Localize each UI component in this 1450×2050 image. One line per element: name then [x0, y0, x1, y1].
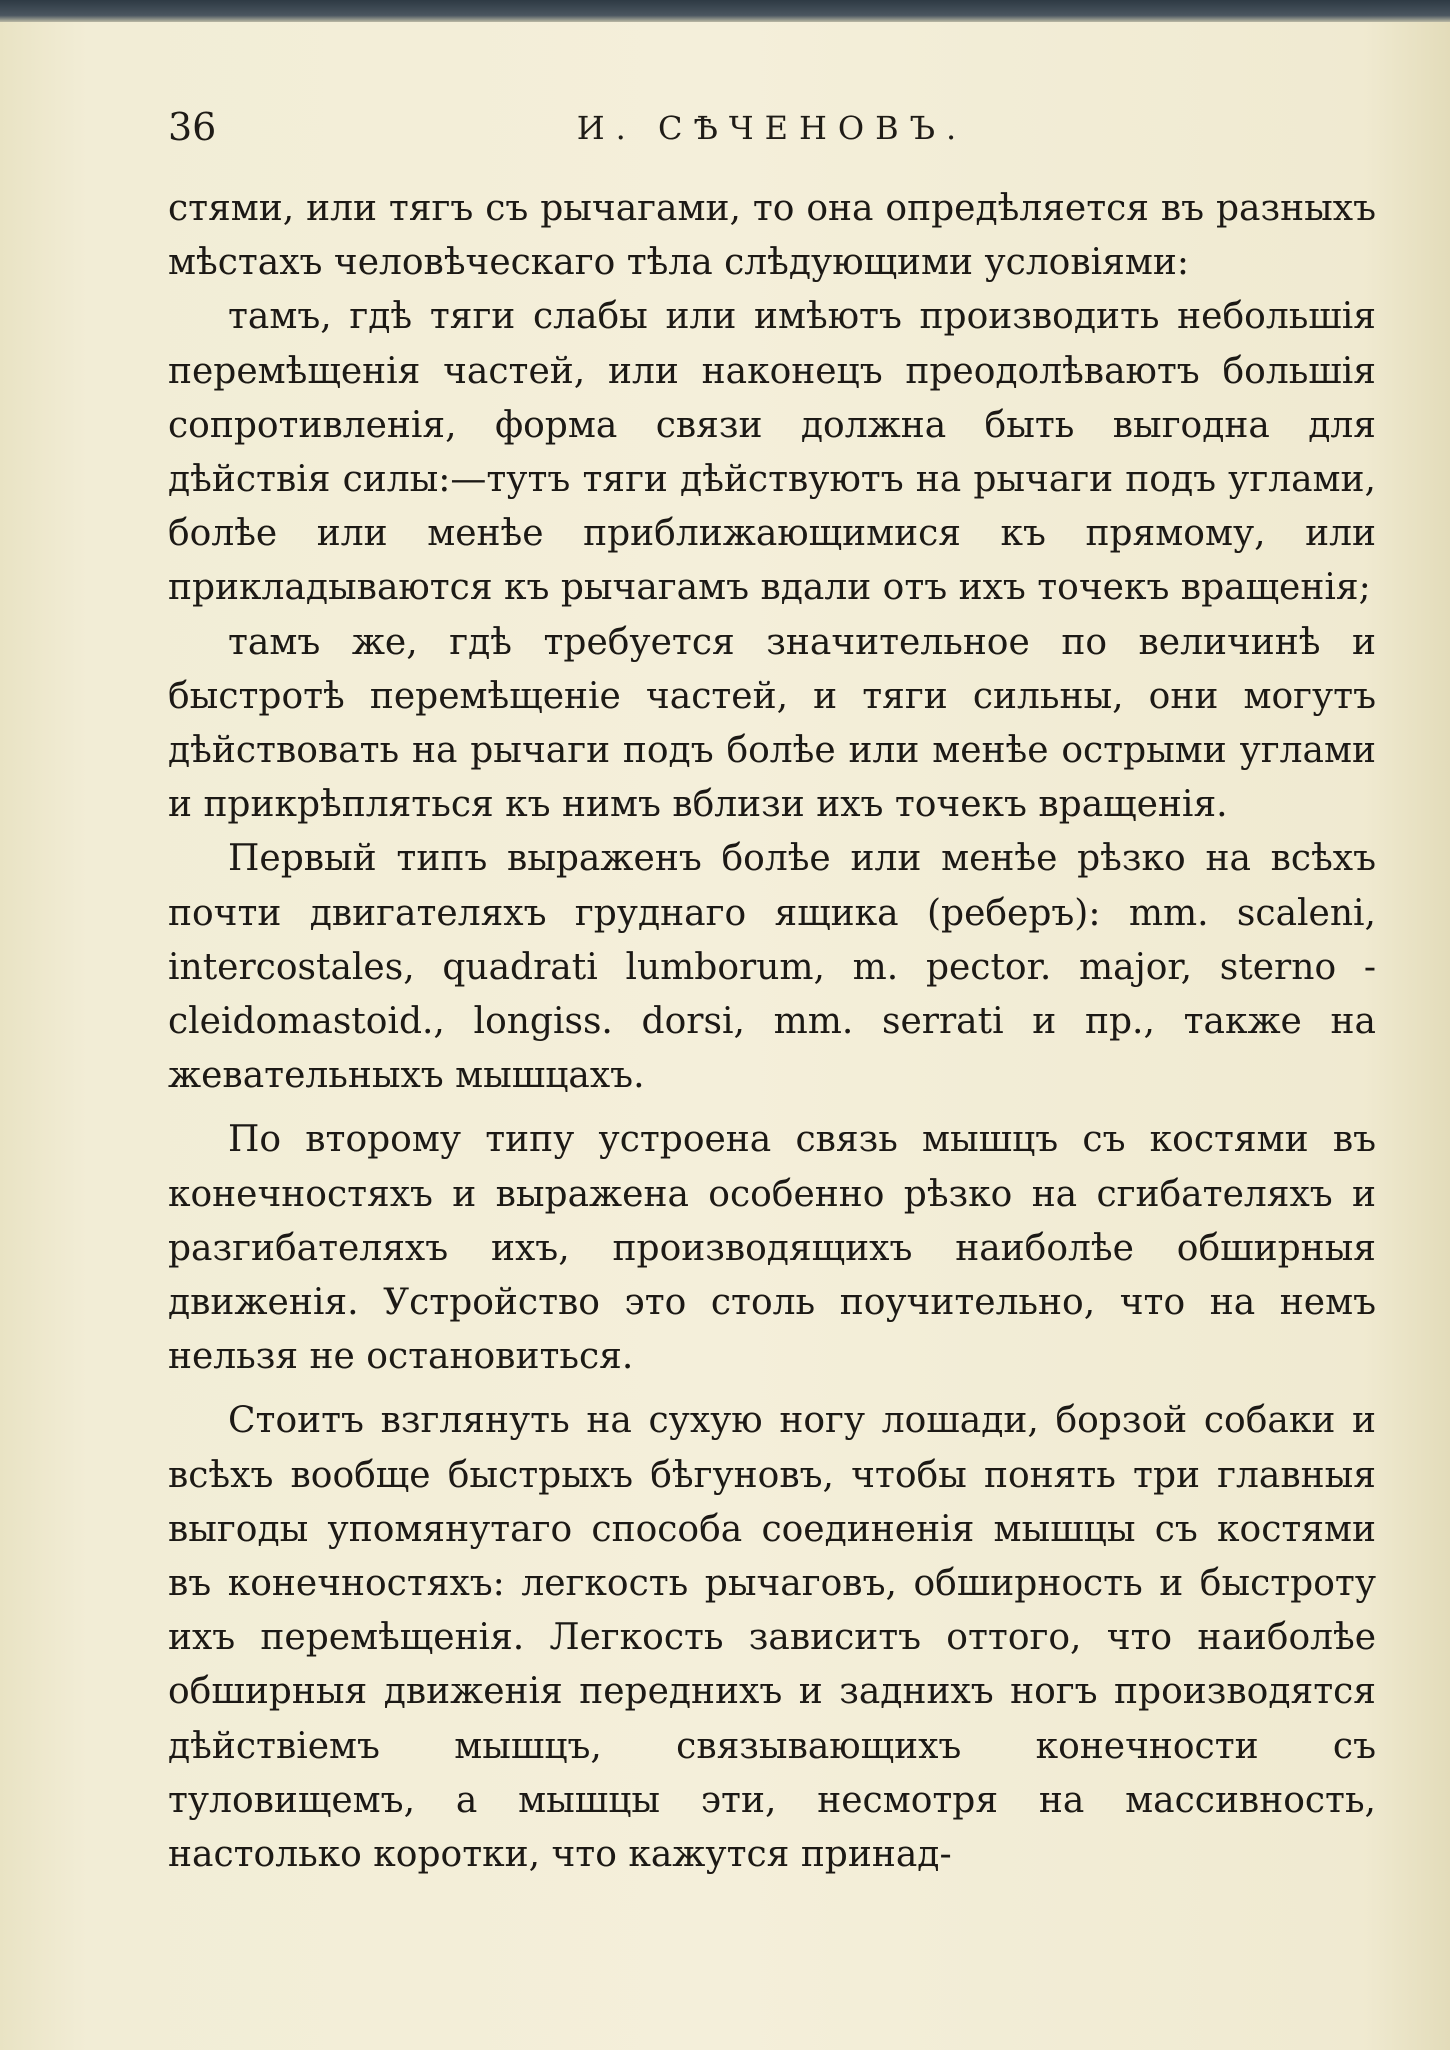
paragraph: стями, или тягъ съ рычагами, то она опредѣляется въ разныхъ мѣстахъ человѣческаго тѣла слѣдующими условіями: [168, 188, 1376, 284]
page-number: 36 [168, 105, 217, 149]
paragraph: тамъ же, гдѣ требуется значительное по величинѣ и быстротѣ перемѣщеніе частей, и тяги сильны, они могутъ дѣйствовать на рычаги подъ болѣе или менѣе острыми углами и прикрѣпляться къ нимъ вблизи ихъ точекъ вращенія. [168, 621, 1376, 826]
paragraph: По второму типу устроена связь мышцъ съ костями въ конечностяхъ и выражена особенно рѣзко на сгибателяхъ и разгибателяхъ ихъ, производящихъ наиболѣе обширныя движенія. Устройство это столь поучительно, что на немъ нельзя не остановиться. [168, 1119, 1376, 1378]
paragraph: Стоитъ взглянуть на сухую ногу лошади, борзой собаки и всѣхъ вообще быстрыхъ бѣгуновъ, чтобы понять три главныя выгоды упомянутаго способа соединенія мышцы съ костями въ конечностяхъ: легкость рычаговъ, обширность и быстроту ихъ перемѣщенія. Легкость зависитъ оттого, что наиболѣе обширныя движенія переднихъ и заднихъ ногъ производятся дѣйствіемъ мышцъ, связывающихъ конечности съ туловищемъ, а мышцы эти, несмотря на массивность, настолько коротки, что кажутся принад- [168, 1400, 1376, 1876]
page-header [168, 105, 1376, 165]
book-page [0, 22, 1450, 2050]
body-text [168, 182, 1376, 1882]
scan-top-edge [0, 0, 1450, 22]
paragraph: тамъ, гдѣ тяги слабы или имѣютъ производить небольшія перемѣщенія частей, или наконецъ преодолѣваютъ большія сопротивленія, форма связи должна быть выгодна для дѣйствія силы:—тутъ тяги дѣйствуютъ на рычаги подъ углами, болѣе или менѣе приближающимися къ прямому, или прикладываются къ рычагамъ вдали отъ ихъ точекъ вращенія; [168, 296, 1376, 609]
paragraph: Первый типъ выраженъ болѣе или менѣе рѣзко на всѣхъ почти двигателяхъ груднаго ящика (реберъ): mm. scaleni, intercostales, quadrati lumborum, m. pector. major, sterno - cleidomastoid., longiss. dorsi, mm. serrati и пр., также на жевательныхъ мышцахъ. [168, 838, 1376, 1097]
running-head: И. СѢЧЕНОВЪ. [576, 109, 968, 147]
